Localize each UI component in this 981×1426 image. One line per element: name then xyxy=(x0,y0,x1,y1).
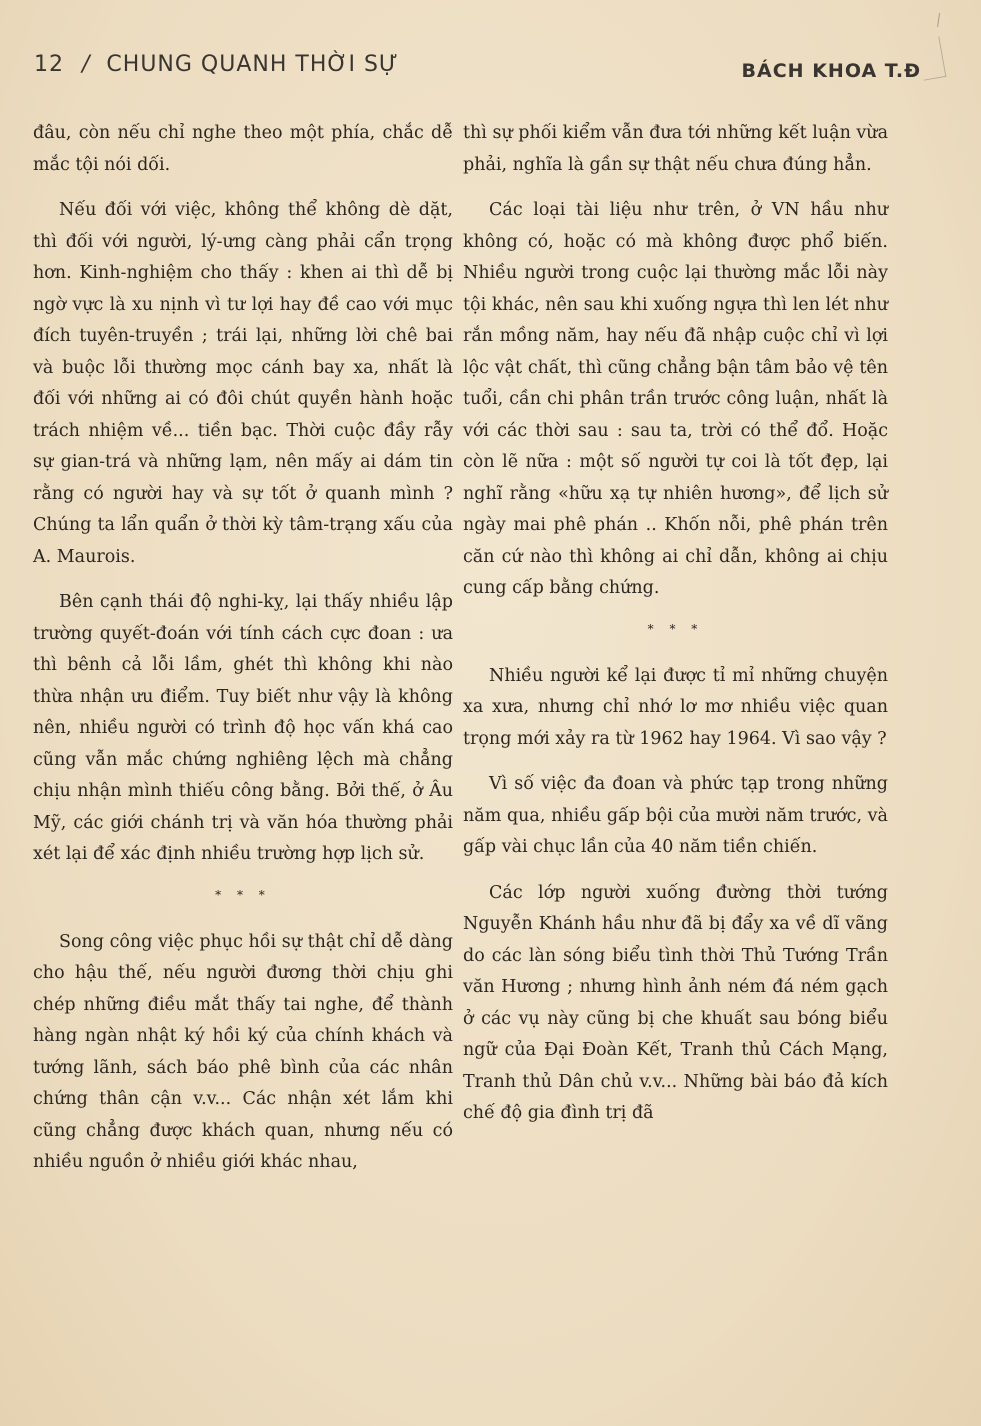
header-slash: / xyxy=(82,52,91,77)
section-separator: * * * xyxy=(215,887,271,902)
right-column xyxy=(463,118,888,1144)
paragraph: Nhiều người kể lại được tỉ mỉ những chuyện xa xưa, nhưng chỉ nhớ lơ mơ nhiều việc quan trọng mới xảy ra từ 1962 hay 1964. Vì sao vậy ? xyxy=(463,665,888,749)
page-header xyxy=(34,52,921,88)
section-title: CHUNG QUANH THỜI SỰ xyxy=(106,52,399,77)
paragraph: Nếu đối với việc, không thể không dè dặt, thì đối với người, lý-ưng càng phải cẩn trọng hơn. Kinh-nghiệm cho thấy : khen ai thì dễ bị ngờ vực là xu nịnh vì tư lợi hay đề cao với mục đích tuyên-truyền ; trái lại, những lời chê bai và buộc lỗi thường mọc cánh bay xa, nhất là đối với những ai có đôi chút quyền hành hoặc trách nhiệm về... tiền bạc. Thời cuộc đầy rẫy sự gian-trá và những lạm, nên mấy ai dám tin rằng có người hay và sự tốt ở quanh mình ? Chúng ta lẩn quẩn ở thời kỳ tâm-trạng xấu của A. Maurois. xyxy=(33,200,453,567)
paragraph: thì sự phối kiểm vẫn đưa tới những kết luận vừa phải, nghĩa là gần sự thật nếu chưa đúng hẳn. xyxy=(463,123,888,175)
margin-pencil-mark xyxy=(937,13,954,29)
section-separator: * * * xyxy=(647,621,704,636)
publication-title: BÁCH KHOA T.Đ xyxy=(741,60,921,82)
margin-pencil-mark xyxy=(917,36,947,80)
header-left xyxy=(34,52,399,77)
paragraph: Song công việc phục hồi sự thật chỉ dễ dàng cho hậu thế, nếu người đương thời chịu ghi chép những điều mắt thấy tai nghe, để thành hàng ngàn nhật ký hồi ký của chính khách và tướng lãnh, sách báo phê bình của các nhân chứng thân cận v.v... Các nhận xét lắm khi cũng chẳng được khách quan, nhưng nếu có nhiều nguồn ở nhiều giới khác nhau, xyxy=(33,931,453,1172)
paragraph: Các lớp người xuống đường thời tướng Nguyễn Khánh hầu như đã bị đẩy xa về dĩ vãng do các làn sóng biểu tình thời Thủ Tướng Trần văn Hương ; nhưng hình ảnh ném đá ném gạch ở các vụ này cũng bị che khuất sau bóng biểu ngữ của Đại Đoàn Kết, Tranh thủ Cách Mạng, Tranh thủ Dân chủ v.v... Những bài báo đả kích chế độ gia đình trị đã xyxy=(463,882,888,1123)
paragraph: Bên cạnh thái độ nghi-kỵ, lại thấy nhiều lập trường quyết-đoán với tính cách cực đoan : ưa thì bênh cả lỗi lầm, ghét thì không khi nào thừa nhận ưu điểm. Tuy biết như vậy là không nên, nhiều người có trình độ học vấn khá cao cũng vẫn mắc chứng nghiêng lệch mà chẳng chịu nhận mình thiếu công bằng. Bởi thế, ở Âu Mỹ, các giới chánh trị và văn hóa thường phải xét lại để xác định nhiều trường hợp lịch sử. xyxy=(33,592,453,864)
paragraph: Vì số việc đa đoan và phức tạp trong những năm qua, nhiều gấp bội của mười năm trước, và gấp vài chục lần của 40 năm tiền chiến. xyxy=(463,774,888,857)
left-column xyxy=(33,118,453,1193)
page-number: 12 xyxy=(34,52,64,77)
paragraph: Các loại tài liệu như trên, ở VN hầu như không có, hoặc có mà không được phổ biến. Nhiều người trong cuộc lại thường mắc lỗi này tội khác, nên sau khi xuống ngựa thì len lét như rắn mồng năm, hay nếu đã nhập cuộc chỉ vì lợi lộc vật chất, thì cũng chẳng bận tâm bảo vệ tên tuổi, cần chi phân trần trước công luận, nhất là với các thời sau : sau ta, trời có thể đổ. Hoặc còn lẽ nữa : một số người tự coi là tốt đẹp, lại nghĩ rằng «hữu xạ tự nhiên hương», để lịch sử ngày mai phê phán .. Khốn nỗi, phê phán trên căn cứ nào thì không ai chỉ dẫn, không ai chịu cung cấp bằng chứng. xyxy=(463,200,888,598)
paragraph: đâu, còn nếu chỉ nghe theo một phía, chắc dễ mắc tội nói dối. xyxy=(33,123,453,175)
